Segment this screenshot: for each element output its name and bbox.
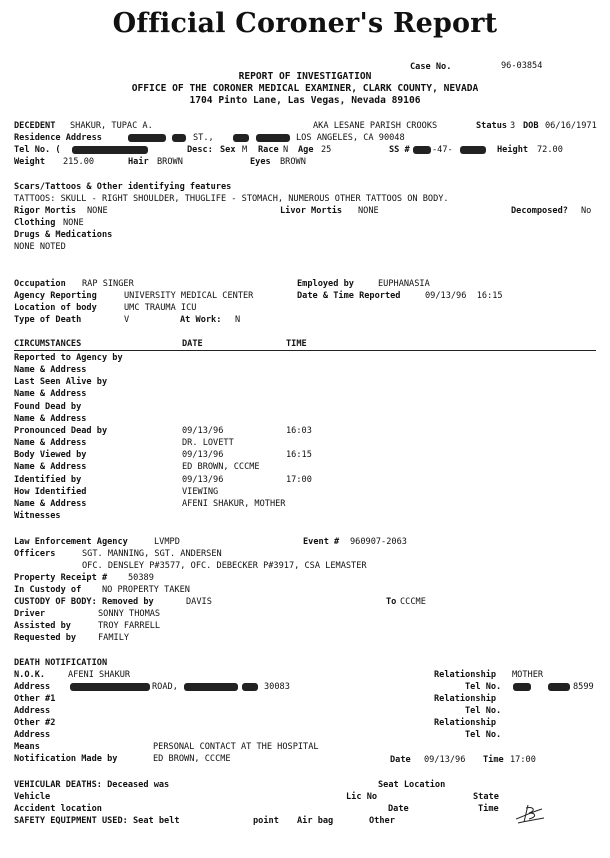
hair-value: BROWN bbox=[157, 157, 183, 167]
reported-label: Date & Time Reported bbox=[297, 291, 401, 301]
dob-value: 06/16/1971 bbox=[545, 121, 597, 131]
height-value: 72.00 bbox=[537, 145, 563, 155]
requested-value: FAMILY bbox=[98, 633, 130, 643]
status-value: 3 bbox=[510, 121, 516, 131]
occupation-label: Occupation bbox=[14, 279, 66, 289]
weight-value: 215.00 bbox=[63, 157, 95, 167]
sex-value: M bbox=[242, 145, 248, 155]
residence-street: ST., bbox=[193, 133, 214, 143]
nok-tel-label: Tel No. bbox=[465, 682, 502, 692]
circumstance-label: Name & Address bbox=[14, 499, 87, 509]
drugs-value: NONE NOTED bbox=[14, 242, 66, 252]
law-agency-value: LVMPD bbox=[154, 537, 180, 547]
location-label: Location of body bbox=[14, 303, 97, 313]
custody-body-label: CUSTODY OF BODY: Removed by bbox=[14, 597, 154, 607]
circumstance-label: Name & Address bbox=[14, 462, 87, 472]
lic-label: Lic No bbox=[346, 792, 378, 802]
office-address: 1704 Pinto Lane, Las Vegas, Nevada 89106 bbox=[189, 95, 421, 106]
made-by-value: ED BROWN, CCCME bbox=[153, 754, 231, 764]
location-value: UMC TRAUMA ICU bbox=[124, 303, 197, 313]
means-value: PERSONAL CONTACT AT THE HOSPITAL bbox=[153, 742, 319, 752]
law-agency-label: Law Enforcement Agency bbox=[14, 537, 128, 547]
circumstance-label: Last Seen Alive by bbox=[14, 377, 108, 387]
desc-label: Desc: bbox=[187, 145, 213, 155]
vehicular-time-label: Time bbox=[478, 804, 499, 814]
circumstance-label: Identified by bbox=[14, 475, 82, 485]
redaction-mark bbox=[460, 146, 486, 154]
notification-date-label: Date bbox=[390, 755, 411, 765]
circumstance-label: Name & Address bbox=[14, 414, 87, 424]
assisted-label: Assisted by bbox=[14, 621, 71, 631]
redaction-mark bbox=[233, 134, 249, 142]
circumstances-header: CIRCUMSTANCES bbox=[14, 339, 82, 349]
nok-value: AFENI SHAKUR bbox=[68, 670, 131, 680]
circumstance-label: Reported to Agency by bbox=[14, 353, 123, 363]
case-number-label: Case No. bbox=[410, 62, 452, 72]
circumstance-time: 17:00 bbox=[286, 475, 312, 485]
page-title: Official Coroner's Report bbox=[112, 8, 498, 39]
circumstances-rule bbox=[14, 350, 596, 351]
address-label: Address bbox=[14, 730, 51, 740]
vehicle-label: Vehicle bbox=[14, 792, 51, 802]
ss-middle: -47- bbox=[432, 145, 453, 155]
at-work-label: At Work: bbox=[180, 315, 222, 325]
driver-value: SONNY THOMAS bbox=[98, 609, 161, 619]
residence-city: LOS ANGELES, CA 90048 bbox=[296, 133, 405, 143]
reported-value: 09/13/96 16:15 bbox=[425, 291, 503, 301]
other1-label: Other #1 bbox=[14, 694, 56, 704]
decomposed-value: No bbox=[581, 206, 592, 216]
circumstance-label: Witnesses bbox=[14, 511, 61, 521]
circumstance-time: 16:15 bbox=[286, 450, 312, 460]
redaction-mark bbox=[242, 683, 258, 691]
notification-time-value: 17:00 bbox=[510, 755, 536, 765]
custody-body-value: DAVIS bbox=[186, 597, 212, 607]
nok-tel-tail: 8599 bbox=[573, 682, 594, 692]
ss-label: SS # bbox=[389, 145, 410, 155]
agency-reporting-value: UNIVERSITY MEDICAL CENTER bbox=[124, 291, 254, 301]
officers-line-2: OFC. DENSLEY P#3577, OFC. DEBECKER P#3917, CSA LEMASTER bbox=[82, 561, 367, 571]
redaction-mark bbox=[172, 134, 186, 142]
circumstance-date: VIEWING bbox=[182, 487, 219, 497]
drugs-label: Drugs & Medications bbox=[14, 230, 113, 240]
tattoos-text: TATTOOS: SKULL - RIGHT SHOULDER, THUGLIFE - STOMACH, NUMEROUS OTHER TATTOOS ON BODY. bbox=[14, 194, 449, 204]
circumstance-date: DR. LOVETT bbox=[182, 438, 234, 448]
employed-value: EUPHANASIA bbox=[378, 279, 430, 289]
time-header: TIME bbox=[286, 339, 307, 349]
property-receipt-label: Property Receipt # bbox=[14, 573, 108, 583]
eyes-value: BROWN bbox=[280, 157, 306, 167]
circumstance-label: How Identified bbox=[14, 487, 87, 497]
agency-reporting-label: Agency Reporting bbox=[14, 291, 97, 301]
type-of-death-label: Type of Death bbox=[14, 315, 82, 325]
dob-label: DOB bbox=[523, 121, 539, 131]
requested-label: Requested by bbox=[14, 633, 77, 643]
race-value: N bbox=[283, 145, 289, 155]
officers-line-1: SGT. MANNING, SGT. ANDERSEN bbox=[82, 549, 222, 559]
other-label: Other bbox=[369, 816, 395, 826]
case-number: 96-03854 bbox=[501, 61, 543, 71]
decedent-aka: AKA LESANE PARISH CROOKS bbox=[313, 121, 438, 131]
vehicular-date-label: Date bbox=[388, 804, 409, 814]
status-label: Status bbox=[476, 121, 508, 131]
circumstance-label: Body Viewed by bbox=[14, 450, 87, 460]
circumstance-date: 09/13/96 bbox=[182, 475, 224, 485]
redaction-mark bbox=[184, 683, 238, 691]
age-value: 25 bbox=[321, 145, 332, 155]
decomposed-label: Decomposed? bbox=[511, 206, 568, 216]
relationship-label: Relationship bbox=[434, 670, 497, 680]
race-label: Race bbox=[258, 145, 279, 155]
safety-equipment-label: SAFETY EQUIPMENT USED: Seat belt bbox=[14, 816, 180, 826]
circumstance-date: 09/13/96 bbox=[182, 450, 224, 460]
features-label: Scars/Tattoos & Other identifying features bbox=[14, 182, 232, 192]
rigor-value: NONE bbox=[87, 206, 108, 216]
notification-date-value: 09/13/96 bbox=[424, 755, 466, 765]
notification-time-label: Time bbox=[483, 755, 504, 765]
relationship-value: MOTHER bbox=[512, 670, 544, 680]
redaction-mark bbox=[72, 146, 148, 154]
made-by-label: Notification Made by bbox=[14, 754, 118, 764]
employed-label: Employed by bbox=[297, 279, 354, 289]
redaction-mark bbox=[548, 683, 570, 691]
address-road: ROAD, bbox=[152, 682, 178, 692]
redaction-mark bbox=[256, 134, 290, 142]
circumstance-label: Name & Address bbox=[14, 438, 87, 448]
address-zip: 30083 bbox=[264, 682, 290, 692]
report-heading: REPORT OF INVESTIGATION bbox=[238, 71, 372, 82]
clothing-value: NONE bbox=[63, 218, 84, 228]
signature-scribble bbox=[512, 800, 548, 826]
accident-location-label: Accident location bbox=[14, 804, 102, 814]
sex-label: Sex bbox=[220, 145, 236, 155]
driver-label: Driver bbox=[14, 609, 46, 619]
circumstance-date: ED BROWN, CCCME bbox=[182, 462, 260, 472]
relationship-label: Relationship bbox=[434, 718, 497, 728]
hair-label: Hair bbox=[128, 157, 149, 167]
circumstance-time: 16:03 bbox=[286, 426, 312, 436]
at-work-value: N bbox=[235, 315, 241, 325]
redaction-mark bbox=[128, 134, 166, 142]
to-label: To bbox=[386, 597, 397, 607]
rigor-label: Rigor Mortis bbox=[14, 206, 77, 216]
date-header: DATE bbox=[182, 339, 203, 349]
address-label: Address bbox=[14, 682, 51, 692]
decedent-label: DECEDENT bbox=[14, 121, 56, 131]
decedent-name: SHAKUR, TUPAC A. bbox=[70, 121, 153, 131]
circumstance-date: 09/13/96 bbox=[182, 426, 224, 436]
occupation-value: RAP SINGER bbox=[82, 279, 134, 289]
to-value: CCCME bbox=[400, 597, 426, 607]
address-label: Address bbox=[14, 706, 51, 716]
airbag-label: Air bag bbox=[297, 816, 334, 826]
assisted-value: TROY FARRELL bbox=[98, 621, 161, 631]
point-label: point bbox=[253, 816, 279, 826]
event-label: Event # bbox=[303, 537, 340, 547]
age-label: Age bbox=[298, 145, 314, 155]
tel-label: Tel No. bbox=[465, 706, 502, 716]
circumstance-label: Name & Address bbox=[14, 365, 87, 375]
office-heading: OFFICE OF THE CORONER MEDICAL EXAMINER, CLARK COUNTY, NEVADA bbox=[131, 83, 479, 94]
means-label: Means bbox=[14, 742, 40, 752]
livor-value: NONE bbox=[358, 206, 379, 216]
residence-label: Residence Address bbox=[14, 133, 102, 143]
custody-value: NO PROPERTY TAKEN bbox=[102, 585, 190, 595]
notification-heading: DEATH NOTIFICATION bbox=[14, 658, 108, 668]
vehicular-label: VEHICULAR DEATHS: Deceased was bbox=[14, 780, 170, 790]
redaction-mark bbox=[70, 683, 150, 691]
livor-label: Livor Mortis bbox=[280, 206, 343, 216]
circumstance-date: AFENI SHAKUR, MOTHER bbox=[182, 499, 286, 509]
type-of-death-value: V bbox=[124, 315, 130, 325]
custody-label: In Custody of bbox=[14, 585, 82, 595]
eyes-label: Eyes bbox=[250, 157, 271, 167]
height-label: Height bbox=[497, 145, 529, 155]
weight-label: Weight bbox=[14, 157, 46, 167]
other2-label: Other #2 bbox=[14, 718, 56, 728]
seat-location-label: Seat Location bbox=[378, 780, 446, 790]
redaction-mark bbox=[513, 683, 531, 691]
relationship-label: Relationship bbox=[434, 694, 497, 704]
event-value: 960907-2063 bbox=[350, 537, 407, 547]
tel-label: Tel No. ( bbox=[14, 145, 61, 155]
state-label: State bbox=[473, 792, 499, 802]
clothing-label: Clothing bbox=[14, 218, 56, 228]
redaction-mark bbox=[413, 146, 431, 154]
nok-label: N.O.K. bbox=[14, 670, 46, 680]
officers-label: Officers bbox=[14, 549, 56, 559]
property-receipt-value: 50389 bbox=[128, 573, 154, 583]
circumstance-label: Pronounced Dead by bbox=[14, 426, 108, 436]
circumstance-label: Name & Address bbox=[14, 389, 87, 399]
tel-label: Tel No. bbox=[465, 730, 502, 740]
circumstance-label: Found Dead by bbox=[14, 402, 82, 412]
